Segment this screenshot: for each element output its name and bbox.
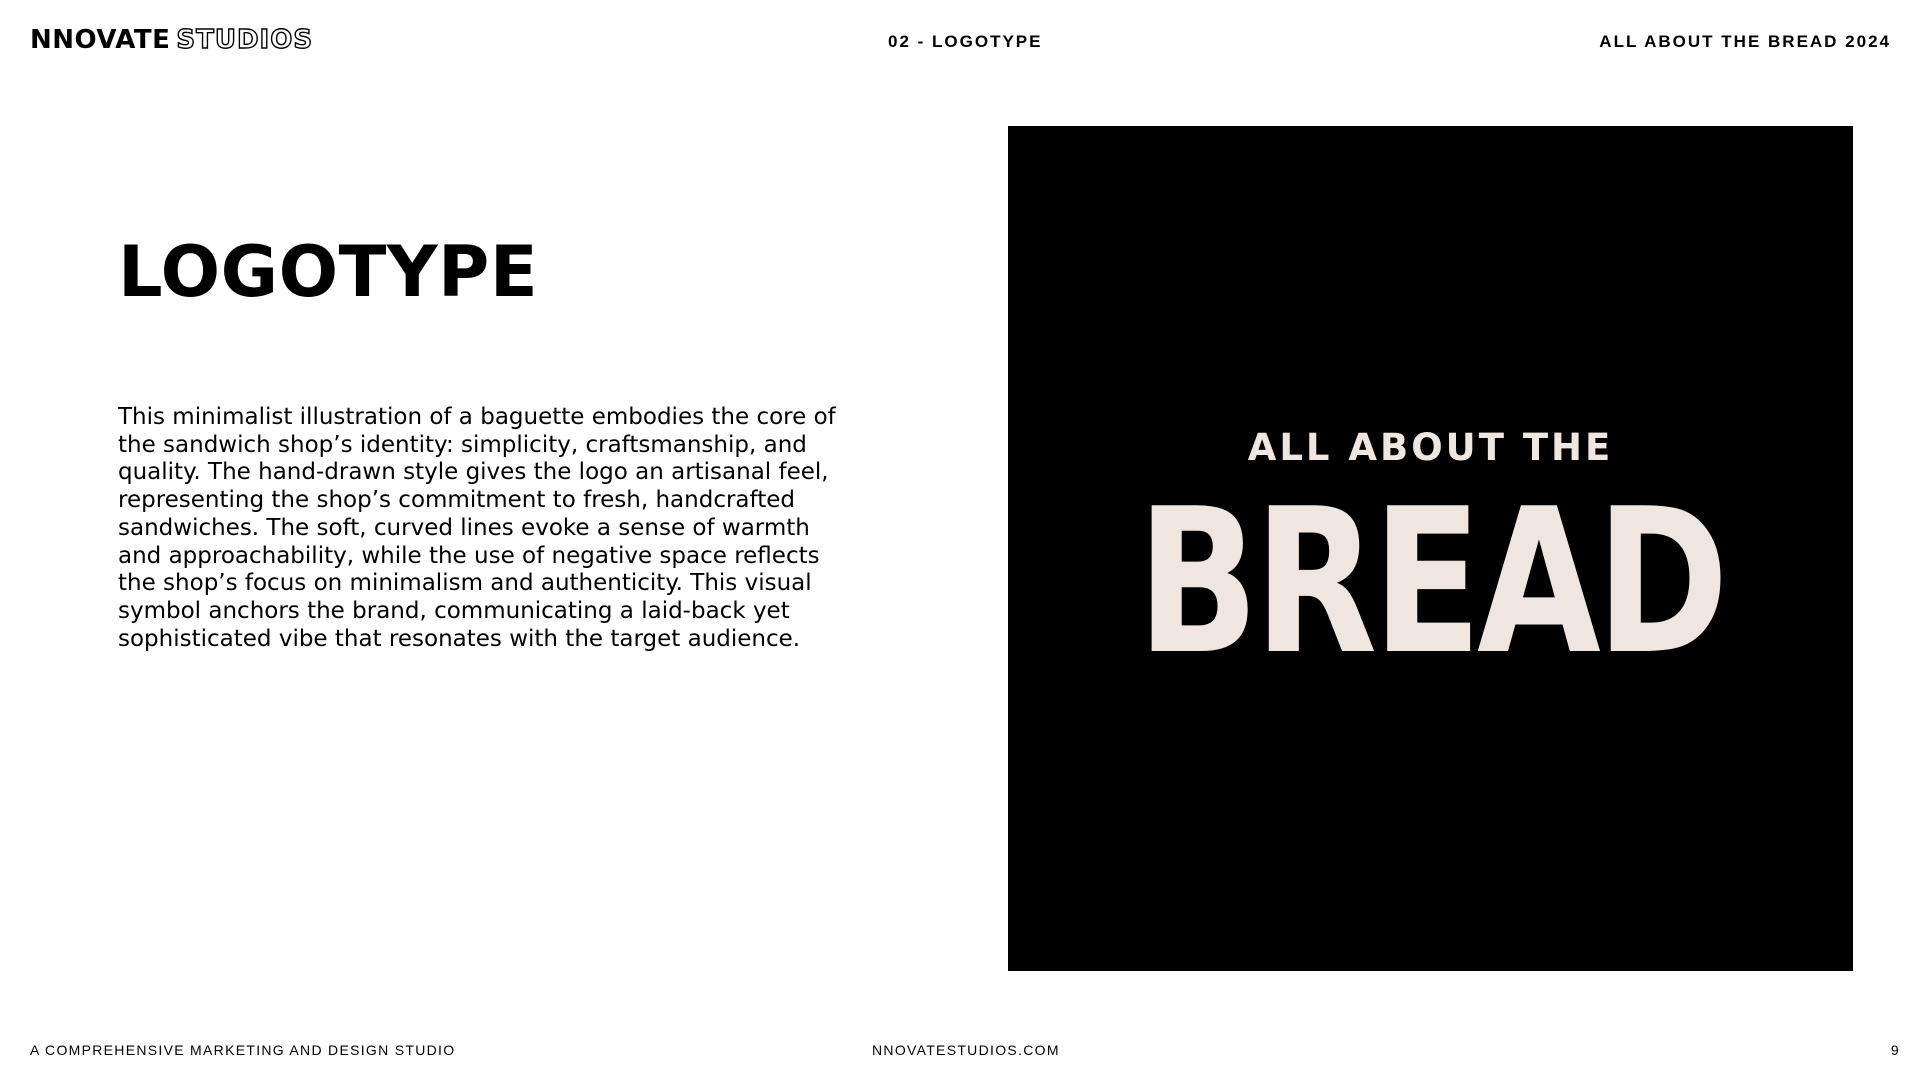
description-paragraph: This minimalist illustration of a baguette embodies the core of the sandwich shop’s identity: simplicity, craftsmanship, and quality. The hand-drawn style gives the logo an artisanal feel, representing the shop’s commitment to fresh, handcrafted sandwiches. The soft, curved lines evoke a sense of warmth and approachability, while the use of negative space reflects the shop’s focus on minimalism and authenticity. This visual symbol anchors the brand, communicating a laid-back yet sophisticated vibe that resonates with the target audience. [118,404,836,652]
page-title: LOGOTYPE [118,231,539,313]
project-title: ALL ABOUT THE BREAD 2024 [1599,32,1891,51]
logotype-line-small: ALL ABOUT THE [1247,426,1614,469]
footer-website: NNOVATESTUDIOS.COM [872,1042,1060,1058]
footer-tagline: A COMPREHENSIVE MARKETING AND DESIGN STUDIO [30,1042,456,1058]
brand-name-solid: NNOVATE [30,25,171,55]
logotype-panel [1008,126,1853,971]
page-number: 9 [1890,1042,1900,1058]
brand-logo [30,26,313,54]
logotype-line-large: BREAD [1136,466,1725,699]
brand-name-outline: STUDIOS [176,25,314,55]
section-label: 02 - LOGOTYPE [888,32,1043,51]
